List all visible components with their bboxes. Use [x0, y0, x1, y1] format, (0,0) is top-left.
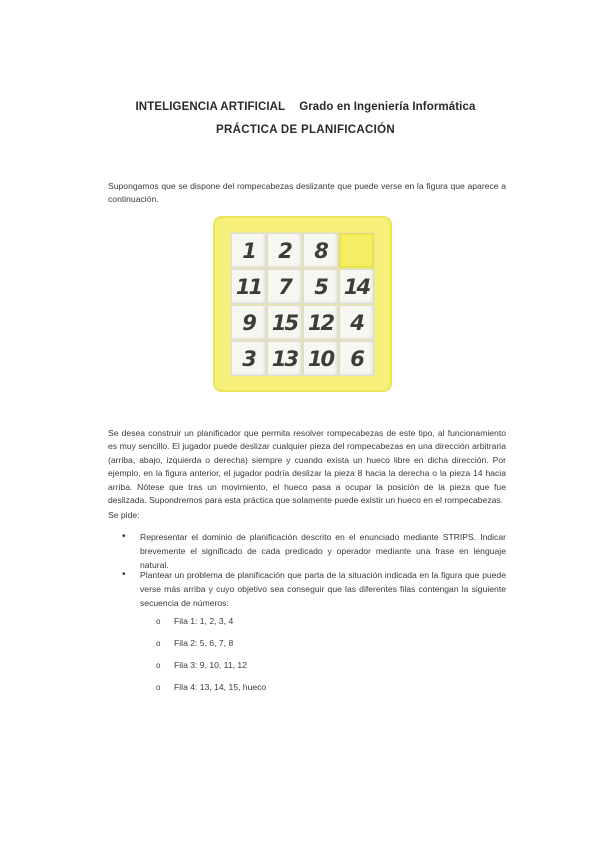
goal-row: [156, 638, 233, 648]
course-name: INTELIGENCIA ARTIFICIAL: [135, 101, 286, 113]
sliding-puzzle-figure: [213, 216, 392, 392]
puzzle-tile: 11: [231, 269, 266, 304]
puzzle-tile: 7: [267, 269, 302, 304]
puzzle-tile: 15: [267, 305, 302, 340]
goal-row: [156, 660, 247, 670]
goal-row-text: Fila 3: 9, 10, 11, 12: [174, 660, 247, 670]
puzzle-tile: 6: [339, 341, 374, 376]
degree-name: Grado en Ingeniería Informática: [299, 101, 476, 113]
goal-row-text: Fila 1: 1, 2, 3, 4: [174, 616, 234, 626]
description-paragraph: Se desea construir un planificador que permita resolver rompecabezas de este tipo, al funcionamiento es muy sencillo. El jugador puede deslizar cualquier pieza del rompecabezas en una dirección arbitraria (arriba, abajo, izquierda o derecha) siempre y cuando exista un hueco libre en dicha dirección. Por ejemplo, en la figura anterior, el jugador podría deslizar la pieza 8 hacia la derecha o la pieza 14 hacia arriba. Nótese que tras un movimiento, el hueco pasa a ocupar la posición de la pieza que fue deslizada. Supondremos para esta práctica que solamente puede existir un hueco en el rompecabezas.: [108, 428, 506, 506]
puzzle-tile: 13: [267, 341, 302, 376]
document-subtitle: PRÁCTICA DE PLANIFICACIÓN: [216, 124, 395, 136]
puzzle-tile: 1: [231, 233, 266, 268]
goal-row: [156, 616, 233, 626]
puzzle-tile: 8: [303, 233, 338, 268]
list-marker: o: [156, 617, 161, 626]
document-title: [0, 101, 611, 113]
task-item: • Representar el dominio de planificación descrito en el enunciado mediante STRIPS. Indicar brevemente el significado de cada predicado y operador mediante una frase en lenguaje natural.: [140, 530, 506, 572]
puzzle-tile: 4: [339, 305, 374, 340]
list-marker: o: [156, 639, 161, 648]
task-item: • Plantear un problema de planificación que parta de la situación indicada en la figura que puede verse más arriba y cuyo objetivo sea conseguir que las diferentes filas contengan la siguiente secuencia de números:: [140, 568, 506, 610]
puzzle-board: [230, 232, 375, 376]
tasks-heading: Se pide:: [108, 510, 140, 520]
goal-row: [156, 682, 266, 692]
goal-row-text: Fila 4: 13, 14, 15, hueco: [174, 682, 267, 692]
puzzle-tile: 5: [303, 269, 338, 304]
puzzle-tile: 3: [231, 341, 266, 376]
puzzle-empty-slot: [339, 233, 374, 268]
list-marker: o: [156, 661, 161, 670]
puzzle-tile: 12: [303, 305, 338, 340]
intro-paragraph: Supongamos que se dispone del rompecabezas deslizante que puede verse en la figura que aparece a continuación.: [108, 181, 506, 205]
list-marker: o: [156, 683, 161, 692]
puzzle-tile: 2: [267, 233, 302, 268]
puzzle-tile: 9: [231, 305, 266, 340]
goal-row-text: Fila 2: 5, 6, 7, 8: [174, 638, 234, 648]
puzzle-tile: 10: [303, 341, 338, 376]
puzzle-tile: 14: [339, 269, 374, 304]
